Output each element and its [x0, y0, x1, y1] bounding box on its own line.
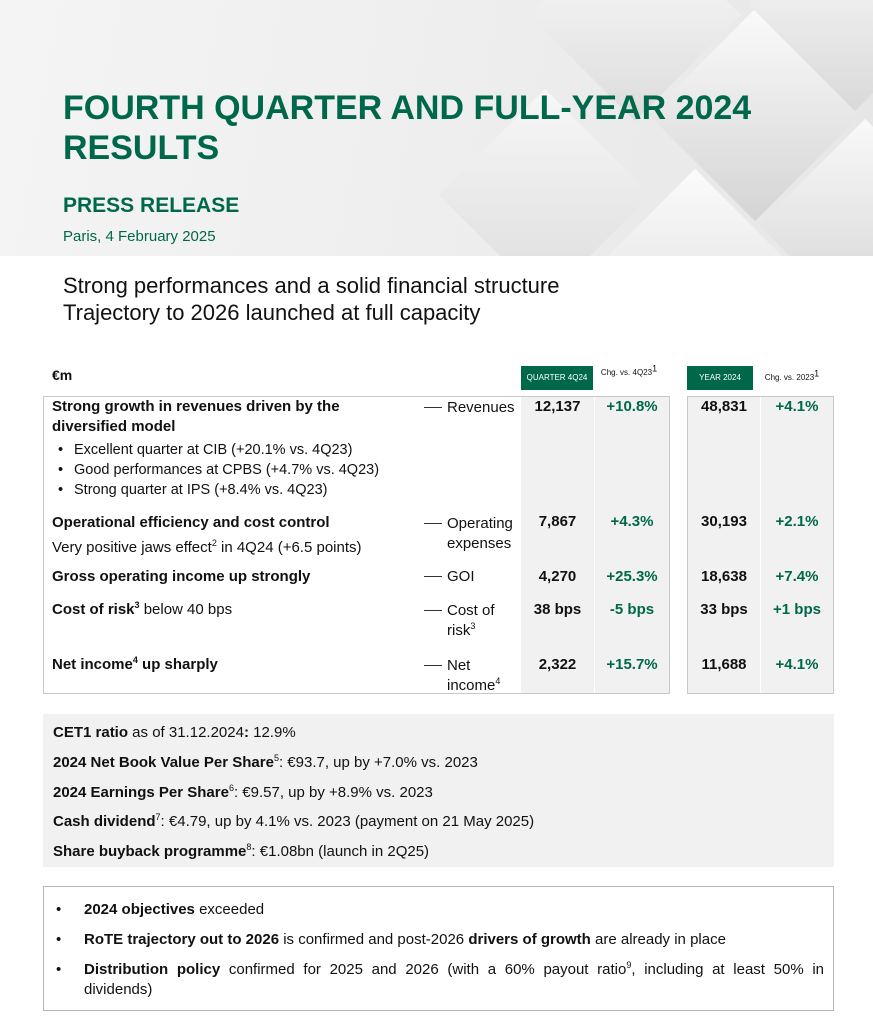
page-title: FOURTH QUARTER AND FULL-YEAR 2024 RESULTS [63, 89, 752, 167]
quarter-change-column [595, 397, 669, 693]
value-year-change: +1 bps [773, 601, 821, 618]
value-year-change: +4.1% [775, 656, 819, 673]
row-title-net-income: Net income$^4$ up sharply [52, 655, 218, 673]
table-unit: €m [52, 367, 73, 383]
metric-label-opex: Operating expenses [424, 514, 523, 554]
year-change-column [761, 397, 833, 693]
year-column [688, 397, 760, 693]
subtitle-line: Strong performances and a solid financial structure [63, 273, 560, 298]
metric-label-cost-of-risk: Cost of risk$^3$ [424, 601, 523, 641]
objective-item: Distribution policy confirmed for 2025 and 2026 (with a 60% payout ratio$^9$, including at least 50% in dividends) [84, 960, 825, 998]
value-quarter: 38 bps [533, 601, 582, 618]
value-quarter-change: +4.3% [610, 513, 654, 530]
value-quarter: 12,137 [534, 398, 581, 415]
list-item: • Good performances at CPBS (+4.7% vs. 4Q23) [56, 460, 379, 480]
key-figure-cet1: CET1 ratio as of 31.12.2024: 12.9% [53, 724, 296, 741]
bullet-icon: • [56, 901, 62, 918]
value-quarter-change: -5 bps [609, 601, 655, 618]
subtitle [63, 272, 843, 326]
value-year: 30,193 [701, 513, 747, 530]
metric-label-goi: GOI [424, 567, 523, 587]
key-figure-nbv: 2024 Net Book Value Per Share$^5$: €93.7, up by +7.0% vs. 2023 [53, 753, 478, 771]
subtitle-line: Trajectory to 2026 launched at full capacity [63, 300, 481, 325]
press-release-label: PRESS RELEASE [63, 194, 240, 217]
value-quarter: 7,867 [538, 513, 577, 530]
release-date: Paris, 4 February 2025 [63, 228, 216, 245]
row-title-cost-of-risk: Cost of risk$^3$ below 40 bps [52, 600, 233, 618]
list-item: • Excellent quarter at CIB (+20.1% vs. 4Q23) [56, 440, 379, 460]
column-header-year-change: Chg. vs. 2023$^1$ [764, 368, 820, 382]
value-year: 18,638 [701, 568, 747, 585]
value-year-change: +7.4% [775, 568, 819, 585]
value-year: 48,831 [701, 398, 747, 415]
value-quarter: 4,270 [538, 568, 577, 585]
list-item: • Strong quarter at IPS (+8.4% vs. 4Q23) [56, 480, 379, 500]
row-title-opex: Operational efficiency and cost control [52, 514, 330, 531]
bullet-icon: • [56, 961, 62, 978]
value-quarter: 2,322 [538, 656, 577, 673]
row-title-goi: Gross operating income up strongly [52, 568, 311, 585]
value-year-change: +4.1% [775, 398, 819, 415]
key-figure-dividend: Cash dividend$^7$: €4.79, up by 4.1% vs. 2023 (payment on 21 May 2025) [53, 812, 535, 830]
value-year: 33 bps [700, 601, 748, 618]
key-figure-buyback: Share buyback programme$^8$: €1.08bn (launch in 2Q25) [53, 842, 430, 860]
row-subtitle-jaws: Very positive jaws effect$^2$ in 4Q24 (+6.5 points) [52, 538, 362, 556]
metric-label-net-income: Net income$^4$ [424, 656, 523, 696]
revenue-bullet-list [56, 440, 379, 500]
value-quarter-change: +15.7% [606, 656, 658, 673]
objective-item: 2024 objectives exceeded [84, 901, 265, 918]
column-header-year: YEAR 2024 [687, 366, 753, 390]
value-quarter-change: +10.8% [606, 398, 658, 415]
row-title-revenues: Strong growth in revenues driven by the diversified model [52, 398, 340, 435]
bullet-icon: • [56, 931, 62, 948]
value-quarter-change: +25.3% [606, 568, 658, 585]
key-figure-eps: 2024 Earnings Per Share$^6$: €9.57, up by +8.9% vs. 2023 [53, 783, 433, 801]
column-header-quarter-change: Chg. vs. $4Q23^1$ [600, 363, 658, 377]
quarter-column [521, 397, 594, 693]
metric-label-revenues: Revenues [424, 398, 523, 418]
objective-item: RoTE trajectory out to 2026 is confirmed and post-2026 drivers of growth are already in place [84, 931, 726, 948]
column-header-quarter: QUARTER 4Q24 [521, 366, 593, 390]
value-year-change: +2.1% [775, 513, 819, 530]
value-year: 11,688 [701, 656, 747, 673]
